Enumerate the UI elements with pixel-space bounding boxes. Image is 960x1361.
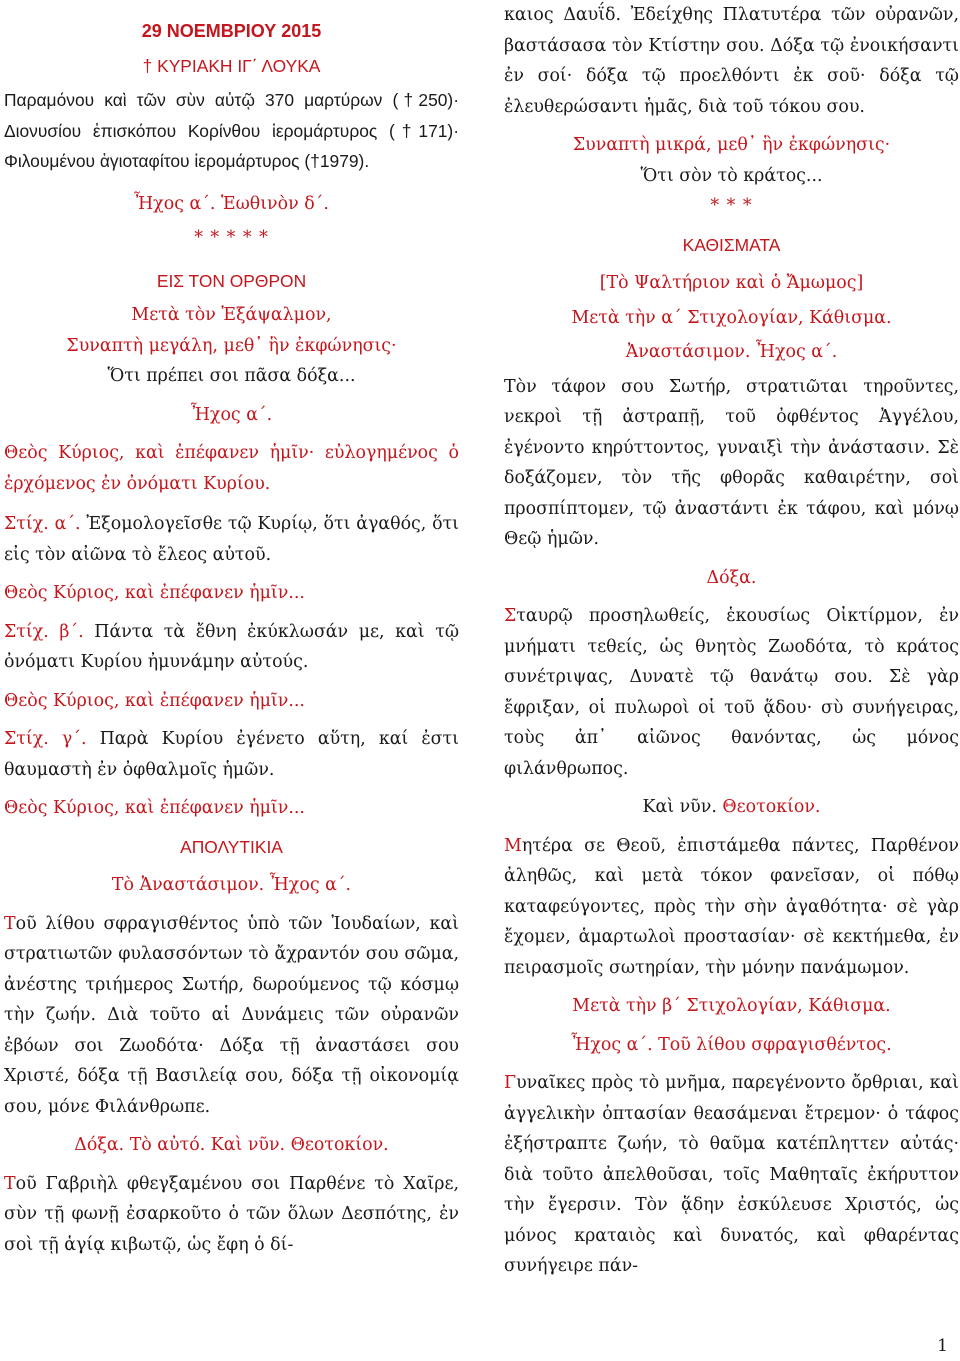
troparion-text: οῦ Γαβριὴλ φθεγξαμένου σοι Παρθένε τὸ Χαῖρε, σὺν τῇ φωνῇ ἐσαρκοῦτο ὁ τῶν ὅλων Δεσπότης, ἐν σοὶ τῇ ἁγίᾳ κιβωτῷ, ὡς ἔφη ὁ δί- — [4, 1173, 459, 1255]
kathismata-heading: ΚΑΘΙΣΜΑΤΑ — [682, 234, 781, 255]
kathisma-text: υναῖκες πρὸς τὸ μνῆμα, παρεγένοντο ὄρθριαι, καὶ ἀγγελικὴν ὀπτασίαν θεασάμεναι ἔτρεμον· ὁ τάφος ἐξήστραπτε ζωήν, τὸ θαῦμα κατέπληττεν αὐτάς· διὰ τοῦτο ἀπελθοῦσαι, τοῖς Μαθηταῖς ἐκήρυττον τὴν ἔγερσιν. Τὸν ᾅδην ἐσκύλευσε Χριστός, ὡς μόνος κραταιὸς καὶ δυνατός, καὶ φθαρέντας συνήγειρε πάν- — [504, 1073, 959, 1276]
first-stichology: Μετὰ τὴν α΄ Στιχολογίαν, Κάθισμα. — [571, 307, 892, 328]
ekphonesis: Ὅτι σὸν τὸ κράτος... — [640, 165, 823, 186]
left-column — [4, 0, 459, 1260]
verse-label: Στίχ. γ΄. — [4, 729, 87, 749]
verse-2 — [4, 617, 459, 678]
date-heading: 29 ΝΟΕΜΒΡΙΟΥ 2015 — [141, 21, 322, 41]
theos-kyrios-full: Θεὸς Κύριος, καὶ ἐπέφανεν ἡμῖν· εὐλογημένος ὁ ἐρχόμενος ἐν ὀνόματι Κυρίου. — [4, 443, 459, 494]
troparion-2 — [4, 1169, 459, 1261]
refrain-3: Θεὸς Κύριος, καὶ ἐπέφανεν ἡμῖν... — [4, 798, 305, 818]
refrain-1: Θεὸς Κύριος, καὶ ἐπέφανεν ἡμῖν... — [4, 583, 305, 603]
kathisma-1: Τὸν τάφον σου Σωτήρ, στρατιῶται τηροῦντες, νεκροὶ τῇ ἀστραπῇ, τοῦ ὀφθέντος Ἀγγέλου, ἐγένοντο κηρύττοντος, γυναιξὶ τὴν ἀνάστασιν. Σὲ δοξάζομεν, τὸν τῆς φθορᾶς καθαιρέτην, σοὶ προσπίπτομεν, τῷ ἀναστάντι ἐκ τάφου, καὶ μόνῳ Θεῷ ἡμῶν. — [504, 376, 959, 549]
after-hexapsalmos: Μετὰ τὸν Ἑξάψαλμον, — [131, 305, 332, 325]
verse-text: Ἐξομολογεῖσθε τῷ Κυρίῳ, ὅτι ἀγαθός, ὅτι εἰς τὸν αἰῶνα τὸ ἔλεος αὐτοῦ. — [4, 514, 460, 565]
troparion-text: οῦ λίθου σφραγισθέντος ὑπὸ τῶν Ἰουδαίων, καὶ στρατιωτῶν φυλασσόντων τὸ ἄχραντόν σου σῶμα, ἀνέστης τριήμερος Σωτήρ, δωρούμενος τῷ κόσμῳ τὴν ζωήν. Διὰ τοῦτο αἱ Δυνάμεις τῶν οὐρανῶν ἐβόων σοι Ζωοδότα· Δόξα τῇ ἀναστάσει σου Χριστέ, δόξα τῇ Βασιλείᾳ σου, δόξα τῇ οἰκονομίᾳ σου, μόνε Φιλάνθρωπε. — [4, 913, 459, 1117]
kathisma-4 — [504, 1068, 959, 1282]
theotokion-label: Θεοτοκίον. — [716, 797, 821, 817]
page-number: 1 — [937, 1336, 948, 1356]
kathisma-2 — [504, 601, 959, 784]
separator-stars: * * * * * — [194, 228, 269, 248]
saints-commemoration: Παραμόνου καὶ τῶν σὺν αὐτῷ 370 μαρτύρων (†250)· Διονυσίου ἐπισκόπου Κορίνθου ἱερομάρτυρος (†171)· Φιλουμένου ἁγιοταφίτου ἱερομάρτυρος (†1979). — [4, 90, 459, 171]
tone-eothinon: Ἦχος α΄. Ἑωθινὸν δ΄. — [134, 193, 329, 214]
orthros-heading: ΕΙΣ ΤΟΝ ΟΡΘΡΟΝ — [156, 270, 307, 291]
great-litany: Συναπτὴ μεγάλη, μεθ᾿ ἣν ἐκφώνησις· — [66, 335, 397, 356]
verse-text: Παρὰ Κυρίου ἐγένετο αὕτη, καί ἐστι θαυμαστὴ ἐν ὀφθαλμοῖς ἡμῶν. — [4, 729, 459, 780]
apolytikia-heading: ΑΠΟΛΥΤΙΚΙΑ — [180, 836, 283, 857]
verse-label: Στίχ. β΄. — [4, 621, 84, 642]
kathisma-text: ταυρῷ προσηλωθείς, ἑκουσίως Οἰκτίρμον, ἐν μνήματι τεθείς, ὡς θνητὸς Ζωοδότα, τὸ κράτος συνέτριψας, Δυνατὲ τῷ θανάτῳ σου. Σὲ γὰρ ἔφριξαν, οἱ πυλωροὶ οἱ τοῦ ᾅδου· σὺ συνήγειρας, τοὺς ἀπ᾿ αἰῶνος θανόντας, ὡς μόνος φιλάνθρωπος. — [504, 606, 959, 779]
drop-initial: Τ — [4, 1173, 16, 1194]
sunday-heading: † ΚΥΡΙΑΚΗ ΙΓ΄ ΛΟΥΚΑ — [142, 55, 321, 76]
doxa-line: Δόξα. Τὸ αὐτό. Καὶ νῦν. Θεοτοκίον. — [74, 1135, 389, 1155]
resurrectional-tone: Τὸ Ἀναστάσιμον. Ἦχος α΄. — [111, 875, 352, 895]
theotokion-continuation: καιος Δαυΐδ. Ἐδείχθης Πλατυτέρα τῶν οὐρανῶν, βαστάσασα τὸν Κτίστην σου. Δόξα τῷ ἐνοικήσαντι ἐν σοί· δόξα τῷ προελθόντι ἐκ σοῦ· δόξα τῷ ἐλευθερώσαντι ἡμᾶς, διὰ τοῦ τόκου σου. — [504, 5, 959, 117]
kathisma-text: ητέρα σε Θεοῦ, ἐπιστάμεθα πάντες, Παρθένον ἀληθῶς, καὶ μετὰ τόκον φανεῖσαν, οἱ πόθῳ καταφεύγοντες, πρὸς τὴν σὴν ἀγαθότητα· σὲ γὰρ ἔχομεν, ἁμαρτωλοὶ προστασίαν· σὲ κεκτήμεθα, ἐν πειρασμοῖς σωτηρίαν, τὴν μόνην πανάμωμον. — [504, 835, 959, 978]
kathisma-3 — [504, 831, 959, 984]
kai-nyn-line — [504, 792, 959, 823]
tone-a: Ἦχος α΄. — [190, 404, 273, 425]
verse-text: Πάντα τὰ ἔθνη ἐκύκλωσάν με, καὶ τῷ ὀνόματι Κυρίου ἠμυνάμην αὐτούς. — [4, 621, 459, 672]
small-litany: Συναπτὴ μικρά, μεθ᾿ ἣν ἐκφώνησις· — [572, 135, 891, 155]
verse-3 — [4, 724, 459, 785]
drop-initial: Τ — [4, 913, 16, 934]
drop-initial: Σ — [504, 606, 517, 626]
second-stichology: Μετὰ τὴν β΄ Στιχολογίαν, Κάθισμα. — [572, 996, 891, 1016]
verse-1 — [4, 509, 459, 570]
separator-stars: * * * — [710, 196, 753, 216]
refrain-2: Θεὸς Κύριος, καὶ ἐπέφανεν ἡμῖν... — [4, 690, 305, 711]
troparion-1 — [4, 909, 459, 1123]
ekphonesis: Ὅτι πρέπει σοι πᾶσα δόξα... — [107, 366, 356, 386]
right-column — [504, 0, 959, 1282]
tone-lithou: Ἦχος α΄. Τοῦ λίθου σφραγισθέντος. — [571, 1034, 892, 1055]
kai-nyn-label: Καὶ νῦν. — [642, 797, 717, 817]
doxa-label: Δόξα. — [706, 567, 757, 588]
resurrectional-tone: Ἀναστάσιμον. Ἦχος α΄. — [625, 342, 838, 362]
verse-label: Στίχ. α΄. — [4, 514, 81, 534]
drop-initial: Μ — [504, 835, 522, 856]
drop-initial: Γ — [504, 1073, 517, 1093]
psalter-note: [Τὸ Ψαλτήριον καὶ ὁ Ἄμωμος] — [599, 273, 864, 293]
